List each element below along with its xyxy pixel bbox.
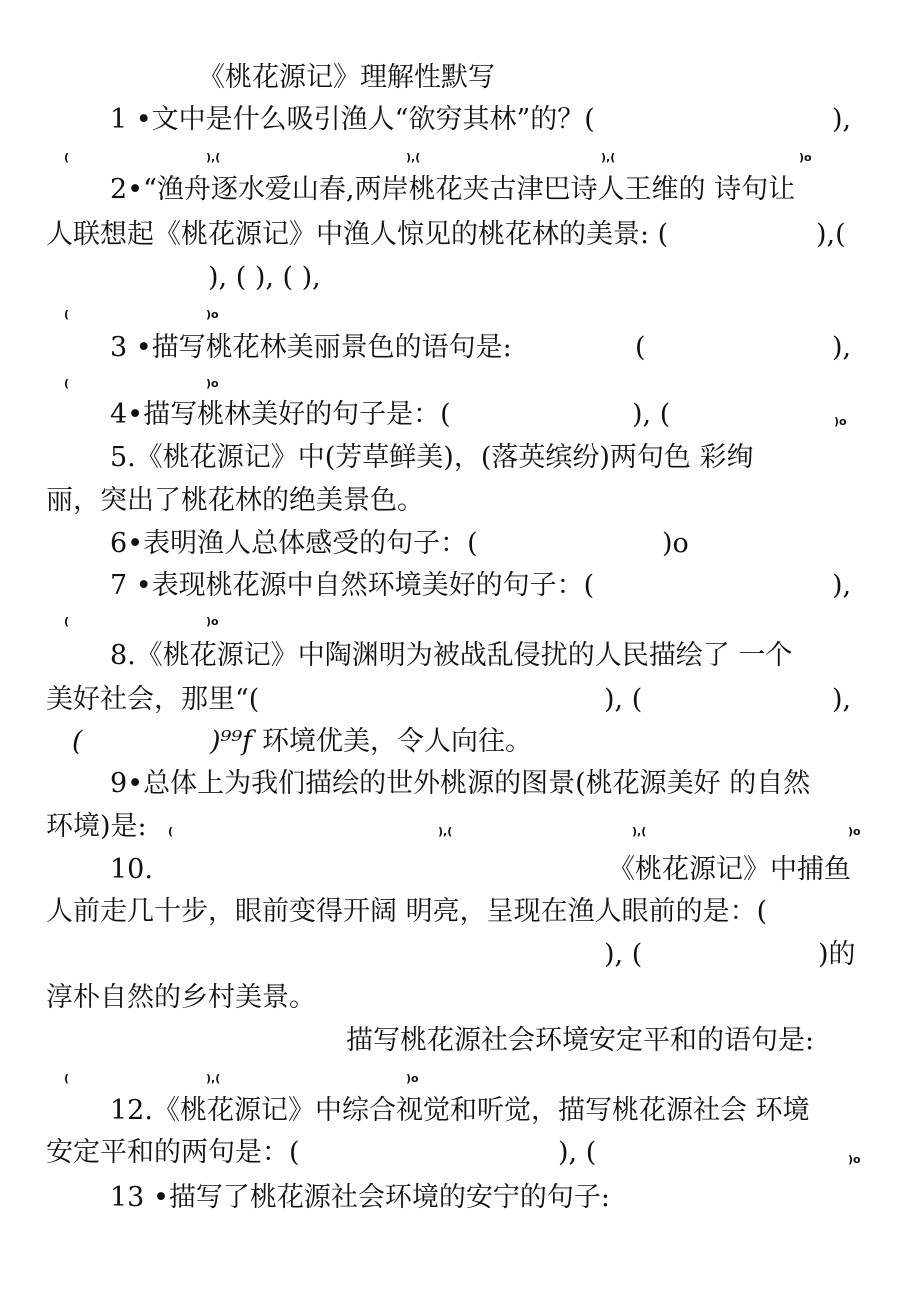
document-title: 《桃花源记》理解性默写: [198, 62, 495, 93]
question-13: 13 •描写了桃花源社会环境的安宁的句子:: [110, 1182, 610, 1213]
question-5-line-2: 丽，突出了桃花林的绝美景色。: [46, 485, 424, 516]
question-12-line-2: 安定平和的两句是：(: [46, 1137, 300, 1168]
question-12: 12.《桃花源记》中综合视觉和听觉，描写桃花源社会 环境: [110, 1095, 810, 1126]
question-6-end: )o: [662, 528, 689, 559]
question-6: 6•表明渔人总体感受的句子：(: [110, 528, 478, 559]
question-10-line-2: 人前走几十步，眼前变得开阔 明亮，呈现在渔人眼前的是：(: [46, 896, 768, 927]
answer-blank: )o: [206, 377, 219, 390]
answer-blank: )o: [206, 308, 219, 321]
question-9-line-2: 环境)是:: [46, 811, 147, 842]
answer-blank: ),(: [601, 151, 616, 164]
question-8-line-3: 环境优美，令人向往。: [262, 726, 532, 757]
answer-blank: ),(: [632, 825, 647, 838]
answer-blank: )o: [848, 825, 861, 838]
answer-blank: ),(: [406, 151, 421, 164]
question-1-close: ),: [832, 104, 852, 135]
answer-blank: )o: [834, 415, 847, 428]
question-7: 7 •表现桃花源中自然环境美好的句子：(: [110, 570, 595, 601]
answer-blank: )o: [406, 1072, 419, 1085]
answer-blank: )o: [206, 615, 219, 628]
question-2-line-2: 人联想起《桃花源记》中渔人惊见的桃花林的美景: (: [46, 219, 669, 250]
answer-blank: )o: [799, 151, 812, 164]
question-10: 《桃花源记》中捕鱼: [608, 854, 851, 885]
answer-blank: )o: [848, 1153, 861, 1166]
question-2-blank-close: ),(: [816, 219, 846, 250]
question-3-open: (: [635, 332, 646, 363]
question-9: 9•总体上为我们描绘的世外桃源的图景(桃花源美好 的自然: [110, 768, 811, 799]
answer-blank: ),(: [438, 825, 453, 838]
question-3: 3 •描写桃花林美丽景色的语句是:: [110, 332, 512, 363]
question-4-mid: ), (: [632, 399, 671, 430]
question-3-close: ),: [832, 332, 852, 363]
question-2: 2•“渔舟逐水爱山春,两岸桃花夹古津巴诗人王维的 诗句让: [110, 174, 796, 205]
answer-blank: (: [64, 1072, 70, 1085]
question-5: 5.《桃花源记》中(芳草鲜美)，(落英缤纷)两句色 彩绚: [110, 442, 754, 473]
answer-blank: (: [168, 825, 174, 838]
question-1: 1 •文中是什么吸引渔人“欲穷其林”的？(: [110, 104, 595, 135]
question-12-blank-mid: ), (: [558, 1137, 597, 1168]
question-8: 8.《桃花源记》中陶渊明为被战乱侵扰的人民描绘了 一个: [110, 640, 793, 671]
question-8-blank-close: ),: [832, 684, 852, 715]
answer-blank: (: [64, 308, 70, 321]
question-8-line-2: 美好社会，那里“(: [46, 684, 260, 715]
answer-blank: (: [64, 151, 70, 164]
answer-blank: ),(: [206, 151, 221, 164]
answer-blank: ),(: [206, 1072, 221, 1085]
question-8-blank-close-2: )⁹⁹f: [210, 726, 253, 757]
question-10-blank-end: )的: [818, 939, 856, 970]
question-10-number: 10.: [110, 854, 153, 885]
question-8-blank-mid: ), (: [604, 684, 643, 715]
answer-blank: (: [64, 377, 70, 390]
question-10-blank-mid: ), (: [604, 939, 643, 970]
question-7-close: ),: [832, 570, 852, 601]
question-2-line-3: ), ( ), ( ),: [208, 262, 321, 293]
question-11: 描写桃花源社会环境安定平和的语句是:: [346, 1025, 815, 1056]
question-10-line-4: 淳朴自然的乡村美景。: [46, 982, 316, 1013]
question-8-blank-open: (: [72, 726, 83, 757]
answer-blank: (: [64, 615, 70, 628]
question-4: 4•描写桃林美好的句子是：(: [110, 399, 451, 430]
